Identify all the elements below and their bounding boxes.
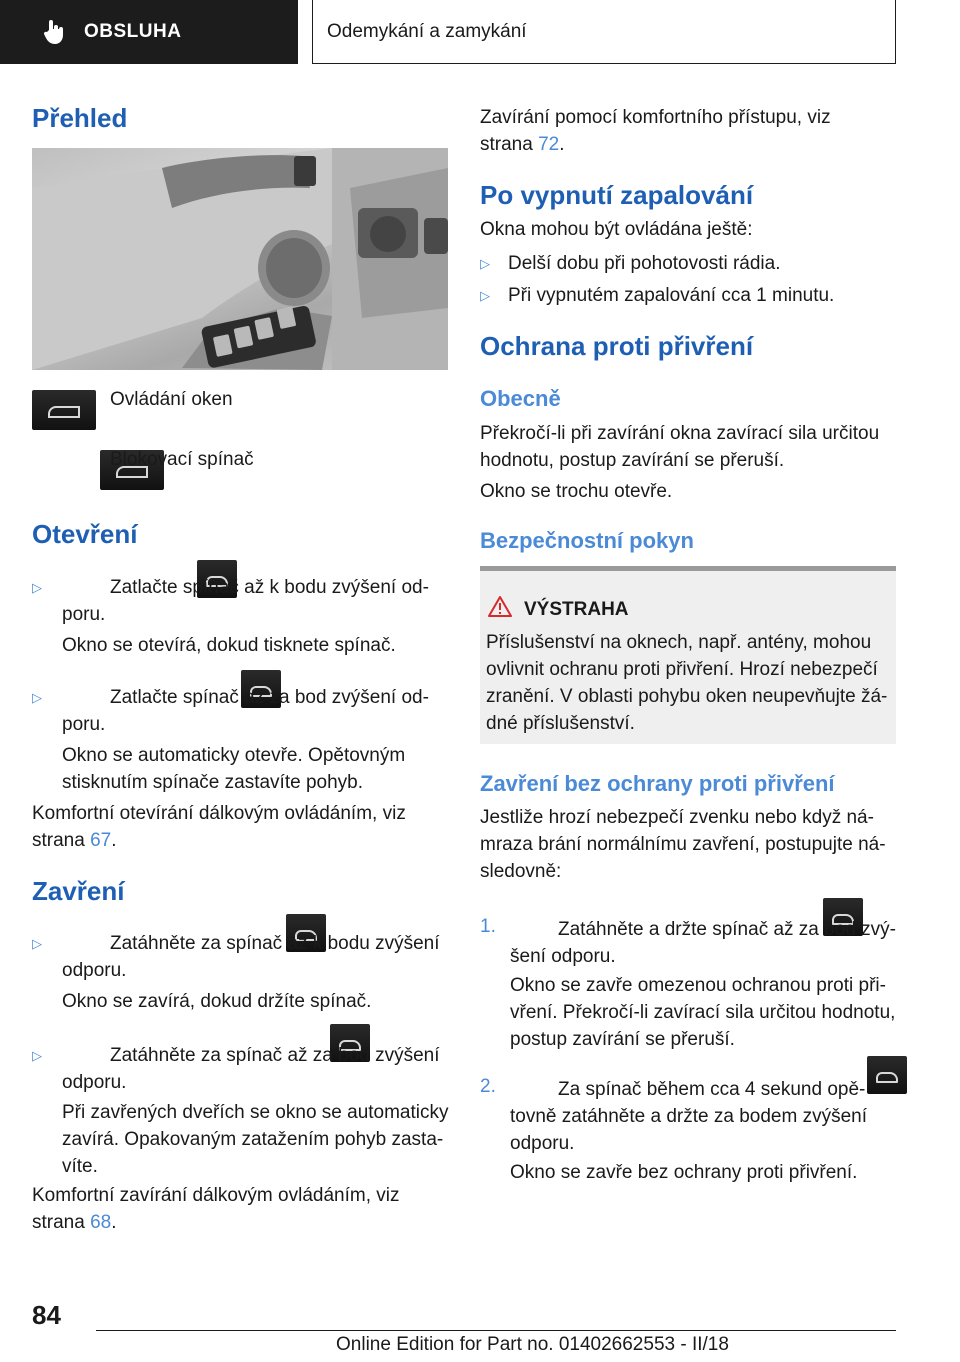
warning-box — [480, 566, 896, 744]
step-1-line-1: Zatáhněte a držte spínač až za bod zvý- — [558, 919, 896, 940]
page-number: 84 — [32, 1300, 61, 1330]
close-step-1-line-1: Zatáhněte za spínač až k bodu zvýšení — [110, 933, 440, 954]
warning-title: VÝSTRAHA — [524, 599, 629, 620]
bullet-triangle-icon: ▷ — [480, 288, 490, 303]
close-step-2-line-2: odporu. — [62, 1072, 127, 1093]
general-line-1: Překročí-li při zavírání okna zavírací sila určitou — [480, 423, 880, 444]
step-1-line-2: šení odporu. — [510, 946, 616, 967]
comfort-access-line-1: Zavírání pomocí komfortního přístupu, viz — [480, 107, 831, 128]
section-tab — [0, 0, 298, 64]
warning-line-2: ovlivnit ochranu proti přivření. Hrozí nebezpečí — [486, 659, 878, 680]
comfort-close-line-2: strana 68. — [32, 1212, 117, 1233]
bullet-triangle-icon: ▷ — [480, 256, 490, 271]
page-ref-prefix: strana — [480, 134, 539, 155]
heading-general: Obecně — [480, 386, 561, 411]
step-number-1: 1. — [480, 916, 496, 937]
bullet-triangle-icon: ▷ — [32, 580, 42, 595]
window-control-icon — [32, 390, 96, 430]
page-link-72[interactable]: 72 — [538, 134, 560, 155]
chapter-header — [312, 0, 896, 64]
open-step-1-line-2: poru. — [62, 604, 106, 625]
general-line-2: hodnotu, postup zavírání se přeruší. — [480, 450, 785, 471]
open-step-2-desc-2: stisknutím spínače zastavíte pohyb. — [62, 772, 363, 793]
open-step-1-line-1: Zatlačte spínač až k bodu zvýšení od- — [110, 577, 429, 598]
warning-triangle-icon — [488, 595, 512, 619]
legend-window-controls: Ovládání oken — [110, 389, 233, 410]
heading-after-ignition-off: Po vypnutí zapalování — [480, 180, 754, 210]
close-step-2-desc-1: Při zavřených dveřích se okno se automaticky — [62, 1102, 449, 1123]
close-step-1-desc: Okno se zavírá, dokud držíte spínač. — [62, 991, 372, 1012]
step-1-desc-3: postup zavírání se přeruší. — [510, 1029, 735, 1050]
heading-close: Zavření — [32, 876, 125, 906]
legend-lock-switch: Blokovací spínač — [110, 449, 254, 470]
door-panel-illustration — [32, 148, 448, 370]
step-2-line-3: odporu. — [510, 1133, 575, 1154]
step-2-desc: Okno se zavře bez ochrany proti přivření. — [510, 1162, 858, 1183]
bullet-triangle-icon: ▷ — [32, 936, 42, 951]
edition-info: Online Edition for Part no. 01402662553 - II/18 — [336, 1334, 729, 1355]
open-step-2-line-2: poru. — [62, 714, 106, 735]
no-pinch-line-1: Jestliže hrozí nebezpečí zvenku nebo když ná- — [480, 807, 874, 828]
close-step-1-line-2: odporu. — [62, 960, 127, 981]
close-step-2-line-1: Zatáhněte za spínač až za bod zvýšení — [110, 1045, 440, 1066]
chapter-title: Odemykání a zamykání — [327, 20, 527, 42]
step-1-desc-2: vření. Překročí-li zavírací sila určitou hodnotu, — [510, 1002, 896, 1023]
comfort-close-line-1: Komfortní zavírání dálkovým ovládáním, viz — [32, 1185, 400, 1206]
close-step-2-desc-2: zavírá. Opakovaným zatažením pohyb zasta- — [62, 1129, 444, 1150]
open-step-2-desc-1: Okno se automaticky otevře. Opětovným — [62, 745, 406, 766]
step-1-desc-1: Okno se zavře omezenou ochranou proti při- — [510, 975, 886, 996]
no-pinch-line-3: sledovně: — [480, 861, 562, 882]
heading-overview: Přehled — [32, 103, 128, 133]
heading-close-without-protection: Zavření bez ochrany proti přivření — [480, 771, 835, 796]
warning-line-1: Příslušenství na oknech, např. antény, mohou — [486, 632, 872, 653]
step-number-2: 2. — [480, 1076, 496, 1097]
page-ref-prefix: strana — [32, 1212, 91, 1233]
comfort-open-line-2: strana 67. — [32, 830, 117, 851]
heading-pinch-protection: Ochrana proti přivření — [480, 331, 754, 361]
open-step-1-desc: Okno se otevírá, dokud tisknete spínač. — [62, 635, 396, 656]
comfort-access-line-2: strana 72. — [480, 134, 565, 155]
section-title: OBSLUHA — [84, 21, 182, 42]
step-2-line-1: Za spínač během cca 4 sekund opě- — [558, 1079, 866, 1100]
warning-line-4: dné příslušenství. — [486, 713, 635, 734]
open-step-2-line-1: Zatlačte spínač až za bod zvýšení od- — [110, 687, 429, 708]
door-panel-photo — [32, 148, 448, 370]
after-off-item-2: Při vypnutém zapalování cca 1 minutu. — [508, 285, 835, 306]
page-link-67[interactable]: 67 — [90, 830, 112, 851]
page-ref-prefix: strana — [32, 830, 91, 851]
general-line-3: Okno se trochu otevře. — [480, 481, 673, 502]
bullet-triangle-icon: ▷ — [32, 1048, 42, 1063]
no-pinch-line-2: mraza brání normálnímu zavření, postupujte ná- — [480, 834, 886, 855]
footer-divider — [96, 1330, 896, 1331]
hand-icon — [44, 19, 66, 45]
step-2-line-2: tovně zatáhněte a držte za bodem zvýšení — [510, 1106, 867, 1127]
warning-body — [486, 629, 890, 737]
close-step-2-desc-3: víte. — [62, 1156, 98, 1177]
warning-line-3: zranění. V oblasti pohybu oken neupevňujte žá- — [486, 686, 888, 707]
after-off-item-1: Delší dobu při pohotovosti rádia. — [508, 253, 781, 274]
heading-safety: Bezpečnostní pokyn — [480, 528, 694, 553]
comfort-open-line-1: Komfortní otevírání dálkovým ovládáním, viz — [32, 803, 406, 824]
bullet-triangle-icon: ▷ — [32, 690, 42, 705]
heading-open: Otevření — [32, 519, 138, 549]
page-link-68[interactable]: 68 — [90, 1212, 112, 1233]
after-off-intro: Okna mohou být ovládána ještě: — [480, 219, 753, 240]
